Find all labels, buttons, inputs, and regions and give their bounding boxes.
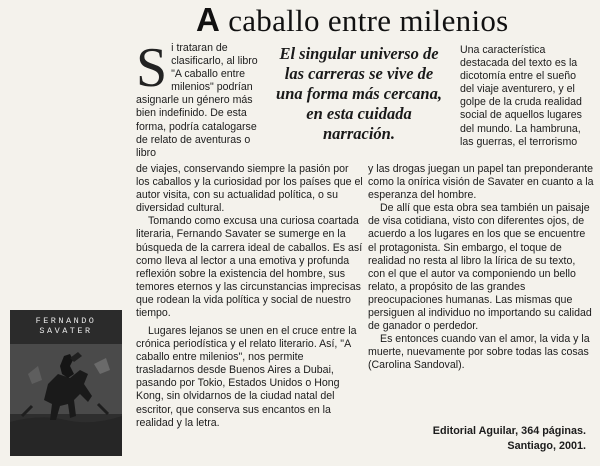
- headline-initial: A: [196, 1, 221, 38]
- right-top-column: [460, 44, 590, 149]
- book-cover-header: [10, 310, 122, 345]
- drop-cap: S: [136, 37, 168, 99]
- right-main-column: [368, 163, 594, 373]
- left-lower-column: [136, 325, 364, 430]
- body-paragraph: Es entonces cuando van el amor, la vida y la muerte, nuevamente por sobre todas las cosas (Carolina Sandoval).: [368, 333, 590, 372]
- body-paragraph: Lugares lejanos se unen en el cruce entre la crónica periodística y el relato literario. Así, "A caballo entre milenios", nos permite trasladarnos desde Buenos Aires a Dubai, pasando por Tokio, Estados Unidos o Hong Kong, sin olvidarnos de la ciudad natal del escritor, que conserva sus encantos en la realidad y la letra.: [136, 325, 357, 429]
- article-headline: [196, 2, 596, 39]
- book-author-name: [10, 316, 122, 336]
- body-paragraph: y las drogas juegan un papel tan preponderante como la onírica visión de Savater en cuanto a la esperanza del hombre.: [368, 163, 594, 202]
- left-main-column: [136, 163, 364, 320]
- headline-rest: caballo entre milenios: [220, 3, 509, 38]
- publication-credit: [366, 424, 586, 454]
- publisher-line: Editorial Aguilar, 364 páginas.: [432, 425, 586, 437]
- pull-quote: El singular universo de las carreras se vive de una forma más cercana, en esta cuidada narración.: [276, 44, 442, 143]
- book-cover-image: [10, 310, 122, 456]
- book-author-last: SAVATER: [39, 326, 93, 336]
- lead-column: [136, 37, 262, 160]
- right-top-paragraph: Una característica destacada del texto es la dicotomía entre el sueño del viaje aventurero, y el golpe de la cruda realidad social de aquellos lugares del mundo. La hambruna, las guerras, el terrorismo: [460, 44, 582, 148]
- lead-paragraph: i trataran de clasificarlo, al libro "A caballo entre milenios" podrían asignarle un género más bien indefinido. De esta forma, podría catalogarse de relato de aventuras o libro: [136, 42, 258, 159]
- book-author-first: FERNANDO: [35, 316, 97, 326]
- place-date-line: Santiago, 2001.: [507, 440, 586, 452]
- body-paragraph: de viajes, conservando siempre la pasión por los caballos y la curiosidad por los países que el autor visita, con su actualidad política, o su diversidad cultural.: [136, 163, 363, 215]
- body-paragraph: Tomando como excusa una curiosa coartada literaria, Fernando Savater se sumerge en la búsqueda de la carrera ideal de caballos. Es así como lleva al lector a una emotiva y profunda reflexión sobre la existencia del hombre, sus temores eternos y las circunstancias imprecisas que rodean la vida política y social de nuestro tiempo.: [136, 215, 363, 320]
- horse-rider-icon: [10, 344, 122, 456]
- body-paragraph: De allí que esta obra sea también un paisaje de visa cotidiana, visto con diferentes ojos, de acuerdo a los lugares en los que se encuentre el protagonista. Sin embargo, el toque de realidad no resta al libro la lírica de su texto, con el que el autor va componiendo un bello relato, a propósito de las grandes preocupaciones humanas. Las mismas que persiguen al individuo no importando su calidad de ganador o perdedor.: [368, 202, 592, 333]
